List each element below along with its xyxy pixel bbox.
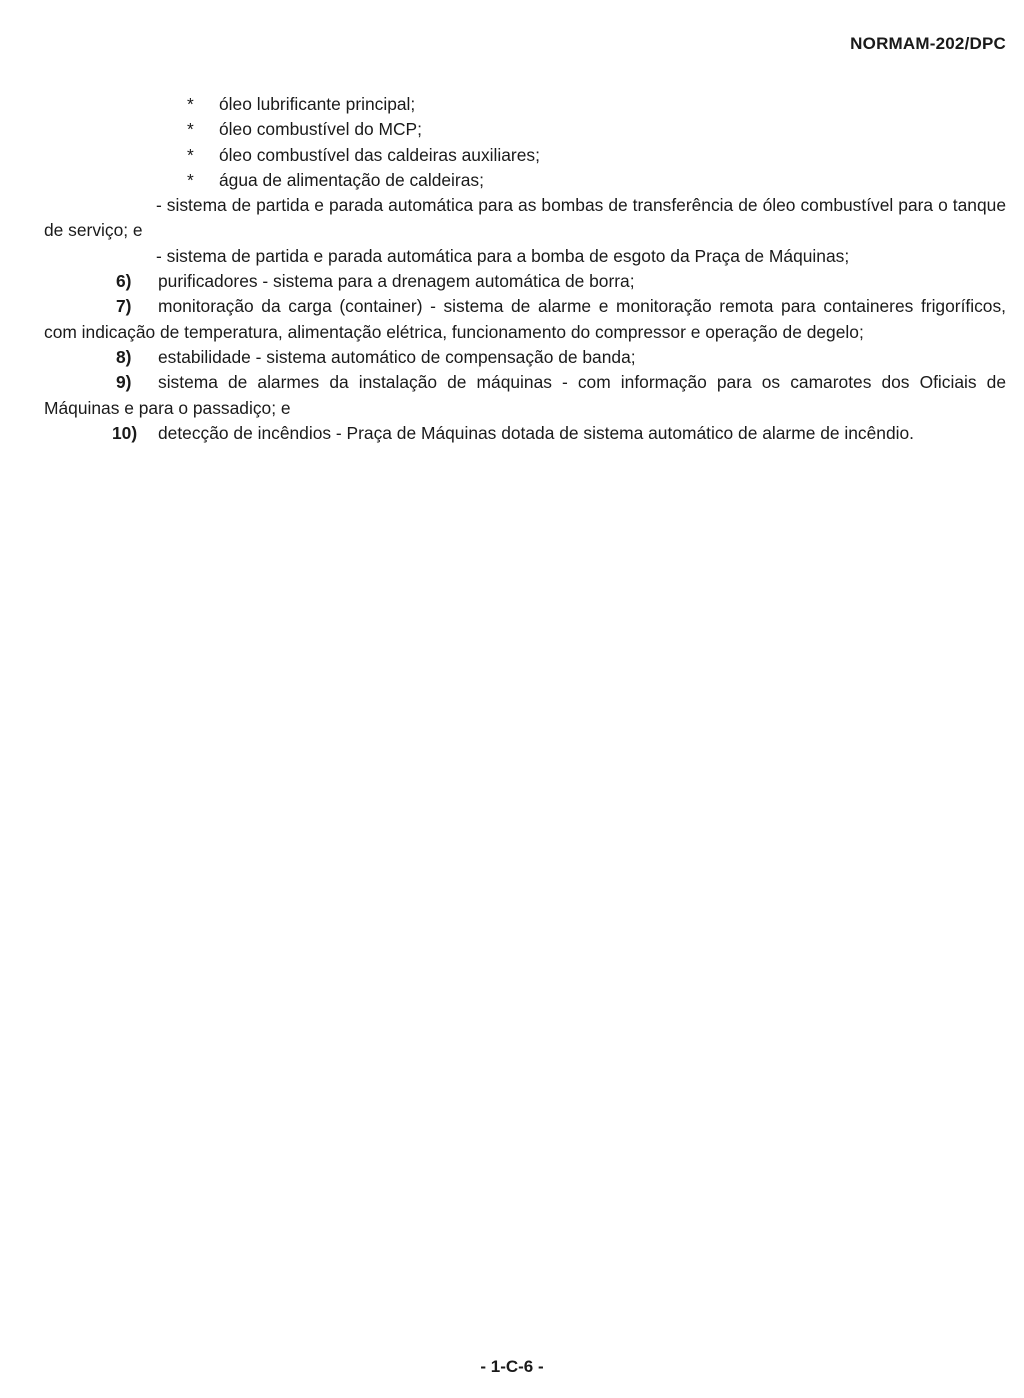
bullet-text: óleo combustível do MCP;	[219, 119, 422, 140]
item-text: sistema de alarmes da instalação de máquinas - com informação para os camarotes dos Oficiais de Máquinas e para o passadiço; e	[44, 372, 1006, 418]
numbered-item	[44, 269, 1006, 294]
asterisk-marker: *	[187, 169, 194, 190]
asterisk-marker: *	[187, 94, 194, 114]
numbered-item	[44, 294, 1006, 345]
bullet-text: óleo combustível das caldeiras auxiliares;	[219, 144, 540, 165]
bullet-item	[44, 92, 1006, 117]
dash-item-paragraph: - sistema de partida e parada automática para as bombas de transferência de óleo combustível para o tanque de serviço; e	[44, 195, 1006, 241]
item-number: 6)	[116, 271, 132, 292]
asterisk-marker: *	[187, 144, 194, 165]
item-number: 9)	[116, 372, 132, 393]
page-number-footer: - 1-C-6 -	[480, 1357, 544, 1376]
bullet-text: água de alimentação de caldeiras;	[219, 169, 484, 190]
numbered-item	[44, 345, 1006, 370]
item-text: monitoração da carga (container) - sistema de alarme e monitoração remota para containeres frigoríficos, com indicação de temperatura, alimentação elétrica, funcionamento do compressor e operação de degelo;	[44, 296, 1006, 342]
item-text: detecção de incêndios - Praça de Máquinas dotada de sistema automático de alarme de incêndio.	[158, 422, 914, 443]
bullet-text: óleo lubrificante principal;	[219, 94, 416, 114]
numbered-item	[44, 370, 1006, 421]
item-text: estabilidade - sistema automático de compensação de banda;	[158, 346, 636, 367]
item-text: purificadores - sistema para a drenagem automática de borra;	[158, 271, 635, 292]
bullet-item	[44, 168, 1006, 193]
page-content	[44, 92, 1006, 446]
item-number: 10)	[112, 422, 138, 443]
bullet-item	[44, 143, 1006, 168]
item-number: 8)	[116, 346, 132, 367]
document-code-header: NORMAM-202/DPC	[850, 34, 1006, 53]
item-number: 7)	[116, 296, 132, 317]
numbered-item	[44, 421, 1006, 446]
bullet-item	[44, 117, 1006, 142]
asterisk-marker: *	[187, 119, 194, 140]
dash-item-paragraph: - sistema de partida e parada automática para a bomba de esgoto da Praça de Máquinas;	[156, 245, 850, 266]
